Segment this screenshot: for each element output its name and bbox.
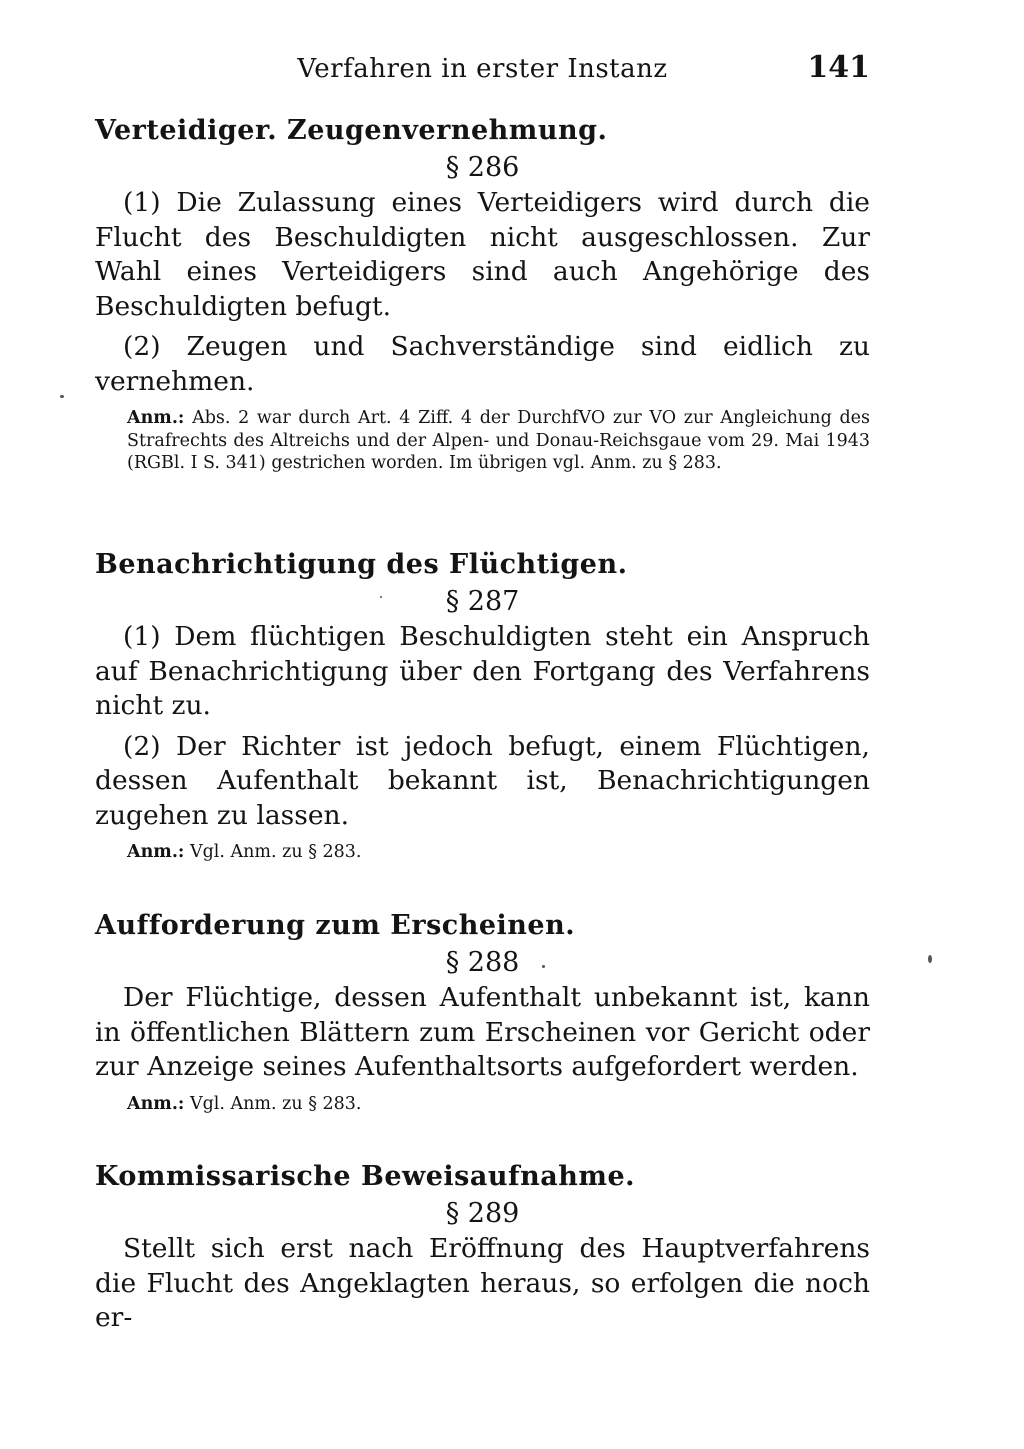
- paragraph-number: § 286: [445, 152, 520, 183]
- paragraph-text: Der Flüchtige, dessen Aufenthalt unbekannt ist, kann in öffentlichen Blättern zum Erscheinen vor Gericht oder zur Anzeige seines Aufenthaltsorts aufgefordert werden.: [95, 982, 870, 1082]
- section-heading: Aufforderung zum Erscheinen.: [95, 910, 576, 941]
- annotation: [95, 407, 870, 475]
- page-header: [95, 46, 870, 90]
- section-289: [95, 1158, 870, 1336]
- section-287: [95, 546, 870, 864]
- annotation-text: Vgl. Anm. zu § 283.: [189, 842, 362, 862]
- annotation-text: Abs. 2 war durch Art. 4 Ziff. 4 der DurchfVO zur VO zur Angleichung des Strafrechts des Altreichs und der Alpen- und Donau-Reichsgaue vom 29. Mai 1943 (RGBl. I S. 341) gestrichen worden. Im übrigen vgl. Anm. zu § 283.: [127, 408, 870, 473]
- annotation-label: Anm.:: [127, 408, 185, 428]
- section-heading: Verteidiger. Zeugenvernehmung.: [95, 115, 608, 146]
- paragraph-number: § 288: [445, 947, 520, 978]
- paragraph-text: (1) Die Zulassung eines Verteidigers wird durch die Flucht des Beschuldigten nicht ausgeschlossen. Zur Wahl eines Verteidigers sind auch Angehörige des Beschuldigten befugt.: [95, 187, 870, 322]
- annotation-text: Vgl. Anm. zu § 283.: [189, 1093, 362, 1114]
- paragraph-text: Stellt sich erst nach Eröffnung des Hauptverfahrens die Flucht des Angeklagten heraus, so erfolgen die noch er-: [95, 1233, 870, 1333]
- annotation-label: Anm.:: [127, 1093, 185, 1114]
- paragraph-number: § 287: [445, 586, 520, 617]
- section-heading: Benachrichtigung des Flüchtigen.: [95, 549, 628, 580]
- page-number: 141: [807, 50, 870, 85]
- annotation: [95, 841, 870, 864]
- paragraph-text: (2) Zeugen und Sachverständige sind eidlich zu vernehmen.: [95, 331, 870, 397]
- running-title: Verfahren in erster Instanz: [297, 54, 668, 84]
- annotation-label: Anm.:: [127, 842, 185, 862]
- scan-speck: [928, 955, 932, 963]
- section-heading: Kommissarische Beweisaufnahme.: [95, 1161, 636, 1192]
- scan-speck: [380, 596, 382, 598]
- paragraph-text: (2) Der Richter ist jedoch befugt, einem Flüchtigen, dessen Aufenthalt bekannt ist, Benachrichtigungen zugehen zu lassen.: [95, 730, 870, 831]
- section-286: [95, 112, 870, 475]
- paragraph-number: § 289: [445, 1198, 520, 1229]
- scan-speck: [60, 395, 64, 398]
- scan-speck: [542, 965, 545, 968]
- section-288: [95, 907, 870, 1115]
- paragraph-text: (1) Dem flüchtigen Beschuldigten steht ein Anspruch auf Benachrichtigung über den Fortgang des Verfahrens nicht zu.: [95, 621, 870, 721]
- annotation: [95, 1093, 870, 1116]
